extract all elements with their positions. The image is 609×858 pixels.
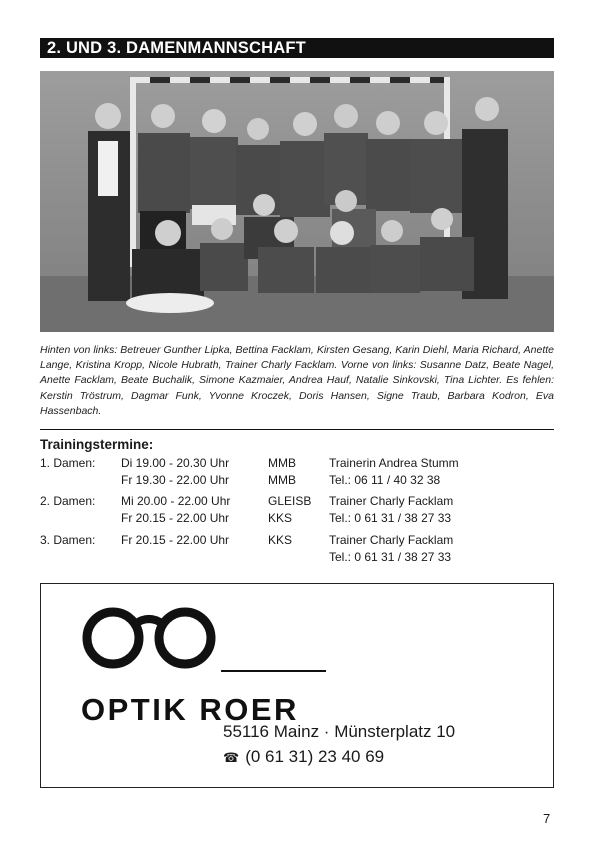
ad-brand: OPTIK ROER (81, 692, 299, 727)
divider-top (40, 429, 554, 430)
ad-address: 55116 Mainz · Münsterplatz 10 (223, 722, 456, 741)
training-time: Mi 20.00 - 22.00 Uhr (121, 494, 231, 508)
training-venue: KKS (268, 511, 293, 525)
team-label: 1. Damen: (40, 456, 96, 470)
glasses-logo-icon (81, 604, 221, 672)
trainer-phone: Tel.: 0 61 31 / 38 27 33 (329, 511, 452, 525)
photo-caption: Hinten von links: Betreuer Gunther Lipka, Bettina Facklam, Kirsten Gesang, Karin Diehl, Maria Richard, Anette Lange, Kristina Kropp, Nicole Hubrath, Trainer Charly Facklam. Vorne von links: Susanne Datz, Beate Nagel, Anette Facklam, Beate Buchalik, Simone Kazmaier, Andrea Hauf, Natalie Sinkovski, Tina Lichter. Es fehlen: Kerstin Tröstrum, Dagmar Funk, Yvonne Kroczek, Doris Hansen, Signe Traub, Barbara Kodron, Eva Hassenbach. (40, 344, 554, 417)
optik-roer-ad (40, 583, 554, 788)
page-number: 7 (543, 811, 551, 826)
training-time: Fr 20.15 - 22.00 Uhr (121, 533, 230, 547)
team-photo (40, 71, 554, 332)
training-venue: KKS (268, 533, 293, 547)
training-time: Fr 19.30 - 22.00 Uhr (121, 473, 230, 487)
training-venue: GLEISB (268, 494, 312, 508)
training-row-3 (40, 532, 554, 566)
training-row-1 (40, 455, 554, 489)
team-label: 3. Damen: (40, 533, 96, 547)
training-time: Di 19.00 - 20.30 Uhr (121, 456, 230, 470)
trainer-name: Trainerin Andrea Stumm (329, 456, 459, 470)
team-photo-drawing (40, 71, 554, 332)
ad-phone: (0 61 31) 23 40 69 (245, 747, 385, 766)
trainer-name: Trainer Charly Facklam (329, 533, 454, 547)
ad-divider-line (221, 670, 326, 672)
training-time: Fr 20.15 - 22.00 Uhr (121, 511, 230, 525)
training-row-2 (40, 493, 554, 527)
section-title: 2. UND 3. DAMENMANNSCHAFT (40, 38, 554, 58)
ad-phone-line (223, 747, 384, 767)
trainer-name: Trainer Charly Facklam (329, 494, 454, 508)
team-label: 2. Damen: (40, 494, 96, 508)
training-venue: MMB (268, 456, 296, 470)
training-venue: MMB (268, 473, 296, 487)
training-title: Trainingstermine: (40, 437, 154, 452)
trainer-phone: Tel.: 0 61 31 / 38 27 33 (329, 550, 452, 564)
telephone-icon: ☎ (223, 750, 240, 765)
trainer-phone: Tel.: 06 11 / 40 32 38 (329, 473, 441, 487)
